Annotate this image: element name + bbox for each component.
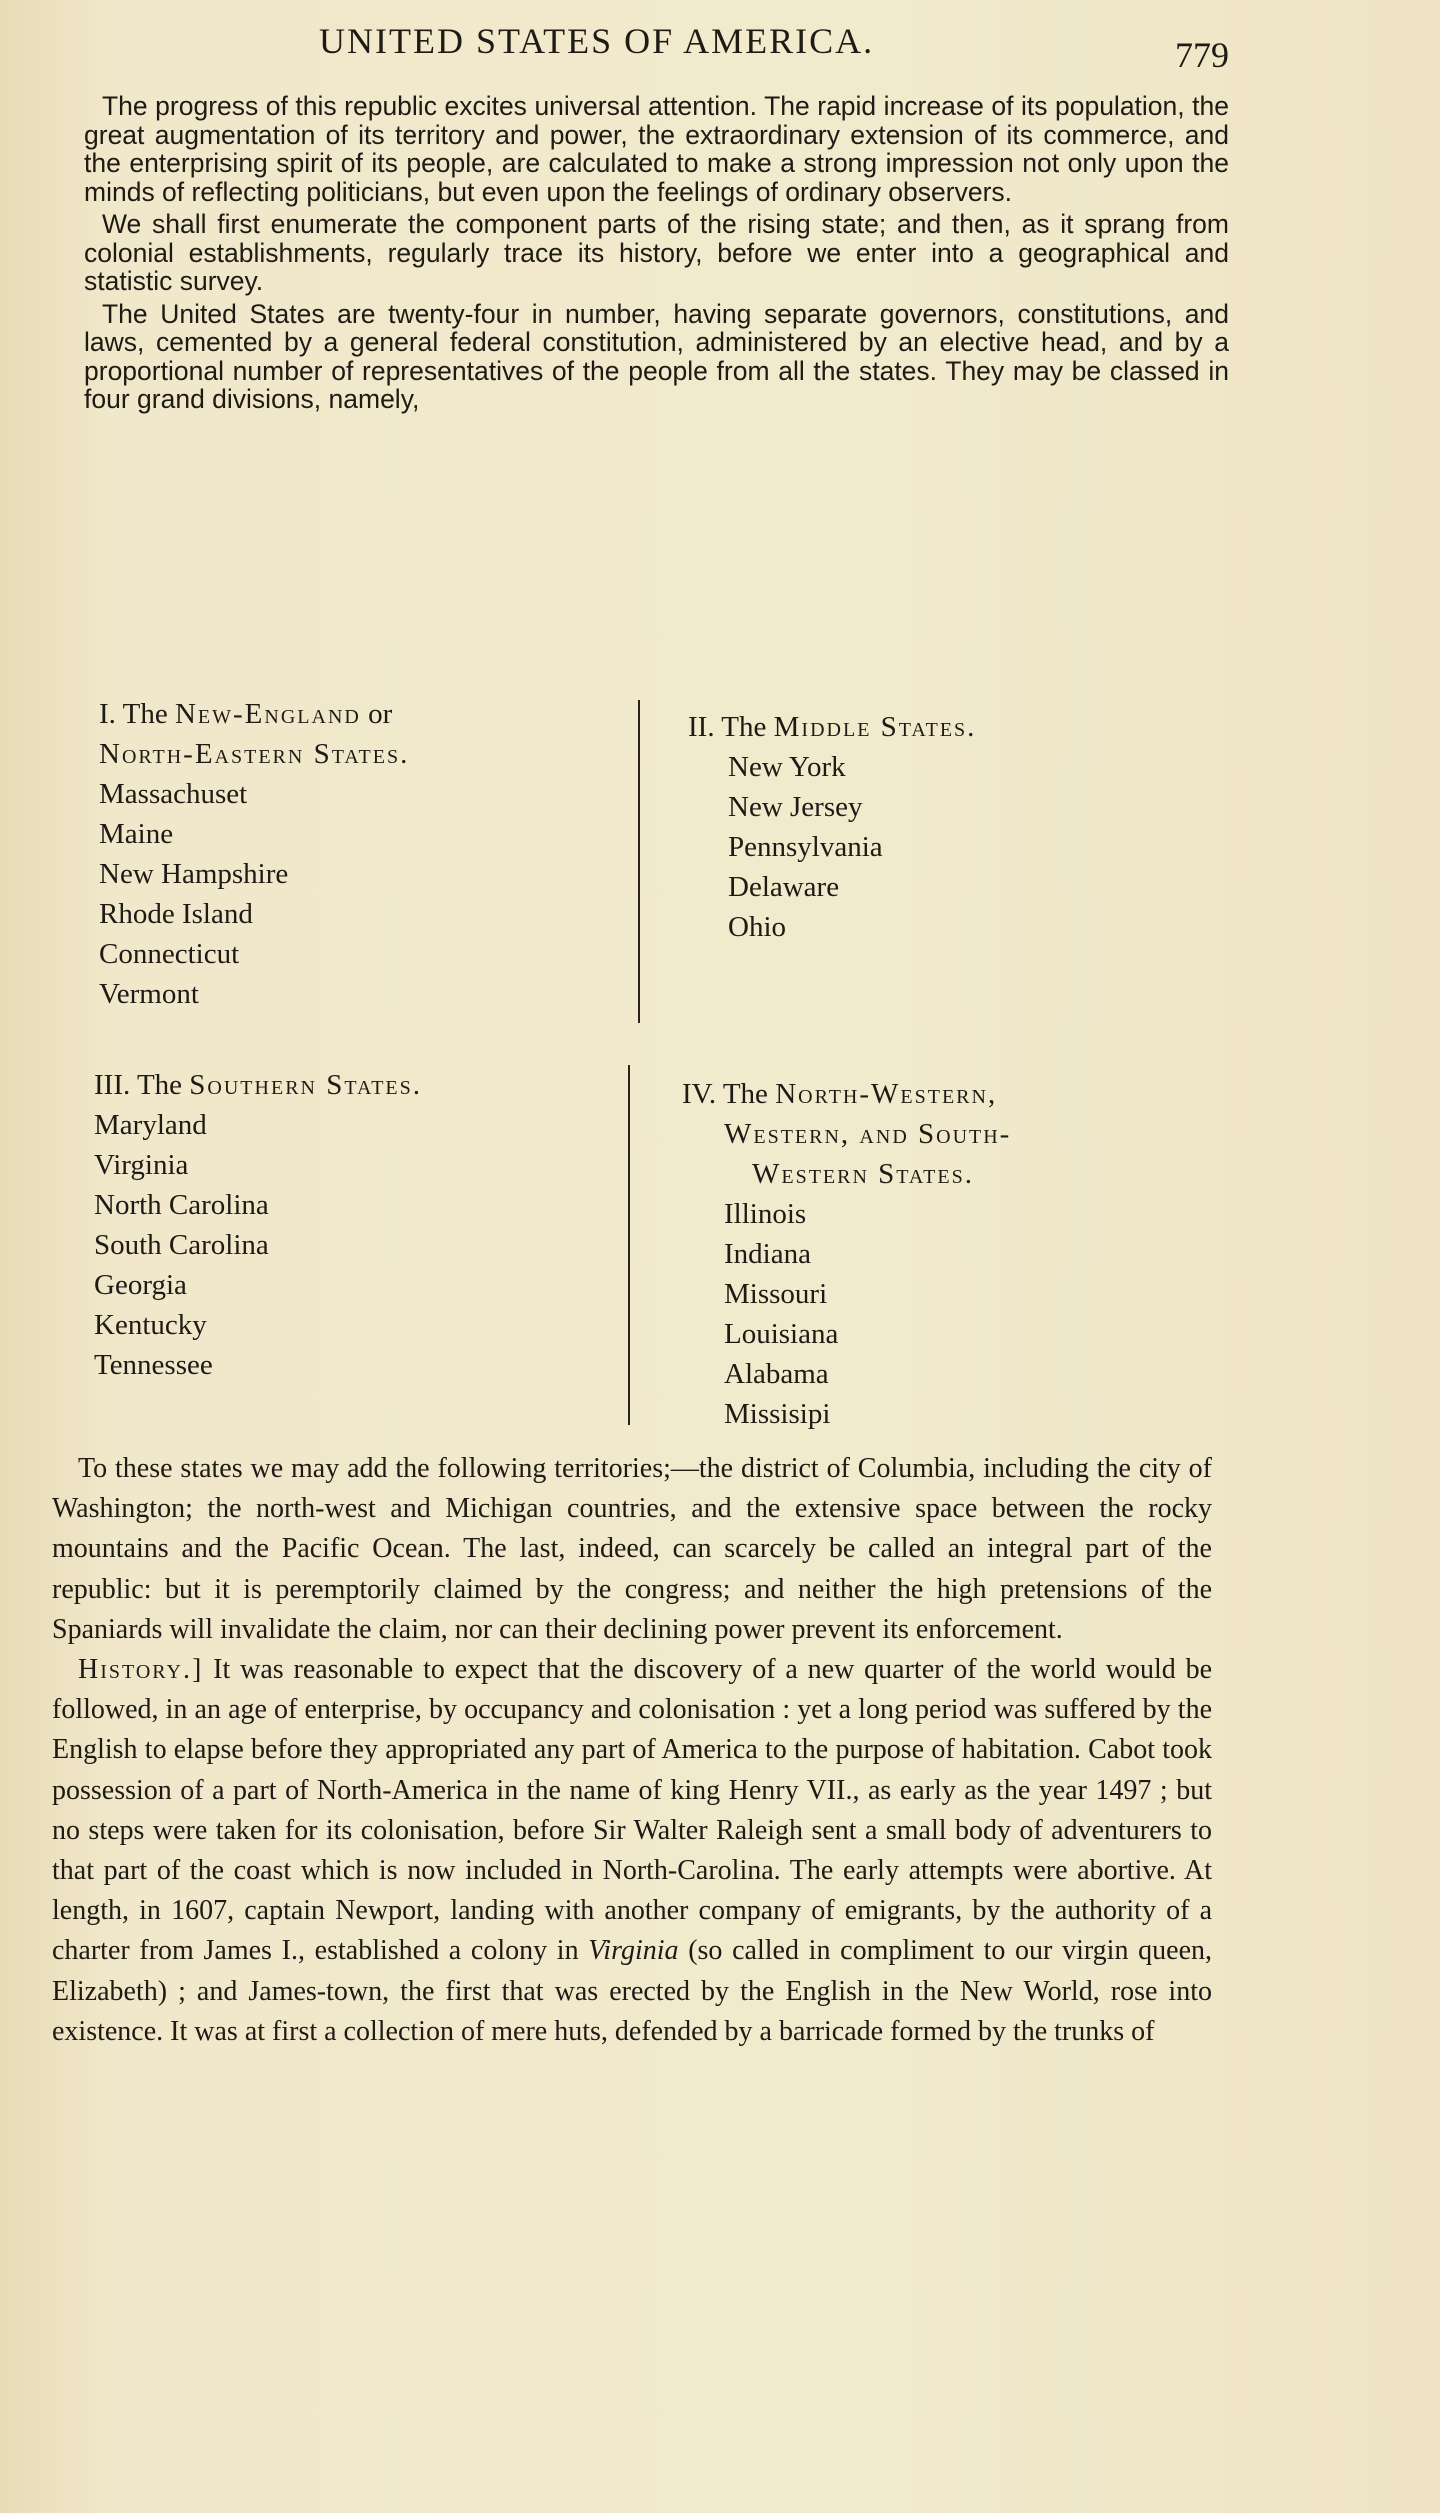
state-item: Illinois bbox=[724, 1198, 807, 1230]
division-heading: IV. The North-Western, bbox=[682, 1078, 998, 1110]
virginia-italic: Virginia bbox=[588, 1935, 679, 1967]
division-western bbox=[682, 1074, 1222, 1434]
division-heading-line2: Western, and South- bbox=[724, 1118, 1012, 1150]
state-item: Connecticut bbox=[99, 938, 240, 970]
state-item: Maine bbox=[99, 818, 174, 850]
state-item: North Carolina bbox=[94, 1189, 269, 1221]
column-divider bbox=[638, 700, 640, 1023]
state-item: Rhode Island bbox=[99, 898, 253, 930]
history-paragraph: History.] It was reasonable to expect that the discovery of a new quarter of the world would be followed, in an age of enterprise, by occupancy and colonisation : yet a long period was suffered by the English to elapse before they appropriated any part of America to the purpose of habitation. Cabot took possession of a part of North-America in the name of king Henry VII., as early as the year 1497 ; but no steps were taken for its colonisation, before Sir Walter Raleigh sent a small body of adventurers to that part of the coast which is now included in North-Carolina. The early attempts were abortive. At length, in 1607, captain Newport, landing with another company of emigrants, by the authority of a charter from James I., established a colony in Virginia (so called in compliment to our virgin queen, Elizabeth) ; and James-town, the first that was erected by the English in the New World, rose into existence. It was at first a collection of mere huts, defended by a barricade formed by the trunks of bbox=[52, 1654, 1212, 2047]
intro-paragraph: We shall first enumerate the component parts of the rising state; and then, as it sprang from colonial establishments, regularly trace its history, before we enter into a geographical and statistic survey. bbox=[84, 209, 1229, 296]
division-heading: III. The Southern States. bbox=[94, 1069, 422, 1101]
state-item: Kentucky bbox=[94, 1309, 207, 1341]
state-item: Missouri bbox=[724, 1278, 828, 1310]
division-heading: I. The New-England or bbox=[99, 698, 393, 730]
running-header bbox=[84, 14, 1229, 74]
state-item: Georgia bbox=[94, 1269, 187, 1301]
state-item: Vermont bbox=[99, 978, 199, 1010]
state-item: Pennsylvania bbox=[728, 831, 883, 863]
intro-paragraph: The United States are twenty-four in number, having separate governors, constitutions, and laws, cemented by a general federal constitution, administered by an elective head, and by a proportional number of representatives of the people from all the states. They may be classed in four grand divisions, namely, bbox=[84, 298, 1229, 414]
state-item: Alabama bbox=[724, 1358, 829, 1390]
state-item: Ohio bbox=[728, 911, 786, 943]
division-heading-line2: North-Eastern States. bbox=[99, 738, 410, 770]
state-item: Indiana bbox=[724, 1238, 811, 1270]
state-item: New York bbox=[728, 751, 846, 783]
division-middle bbox=[688, 707, 1208, 947]
page-title: UNITED STATES OF AMERICA. bbox=[319, 21, 875, 61]
state-item: Massachuset bbox=[99, 778, 248, 810]
state-item: Maryland bbox=[94, 1109, 207, 1141]
state-item: New Hampshire bbox=[99, 858, 289, 890]
state-item: New Jersey bbox=[728, 791, 863, 823]
page-number: 779 bbox=[1175, 35, 1229, 75]
state-item: Tennessee bbox=[94, 1349, 213, 1381]
history-label: History.] bbox=[78, 1654, 204, 1686]
column-divider bbox=[628, 1065, 630, 1425]
division-heading: II. The Middle States. bbox=[688, 711, 977, 743]
state-item: Louisiana bbox=[724, 1318, 839, 1350]
body-section bbox=[52, 1449, 1212, 2052]
division-new-england bbox=[99, 694, 639, 1014]
body-paragraph: To these states we may add the following territories;—the district of Columbia, including the city of Washington; the north-west and Michigan countries, and the extensive space between the rocky mountains and the Pacific Ocean. The last, indeed, can scarcely be called an integral part of the republic: but it is peremptorily claimed by the congress; and neither the high pretensions of the Spaniards will invalidate the claim, nor can their declining power prevent its enforcement. bbox=[52, 1453, 1212, 1645]
state-item: South Carolina bbox=[94, 1229, 269, 1261]
division-southern bbox=[94, 1065, 634, 1385]
state-item: Missisipi bbox=[724, 1398, 831, 1430]
state-item: Virginia bbox=[94, 1149, 189, 1181]
intro-section bbox=[84, 92, 1229, 414]
state-item: Delaware bbox=[728, 871, 840, 903]
division-heading-line3: Western States. bbox=[752, 1158, 974, 1190]
intro-paragraph: The progress of this republic excites universal attention. The rapid increase of its population, the great augmentation of its territory and power, the extraordinary extension of its commerce, and the enterprising spirit of its people, are calculated to make a strong impression not only upon the minds of reflecting politicians, but even upon the feelings of ordinary observers. bbox=[84, 91, 1229, 207]
